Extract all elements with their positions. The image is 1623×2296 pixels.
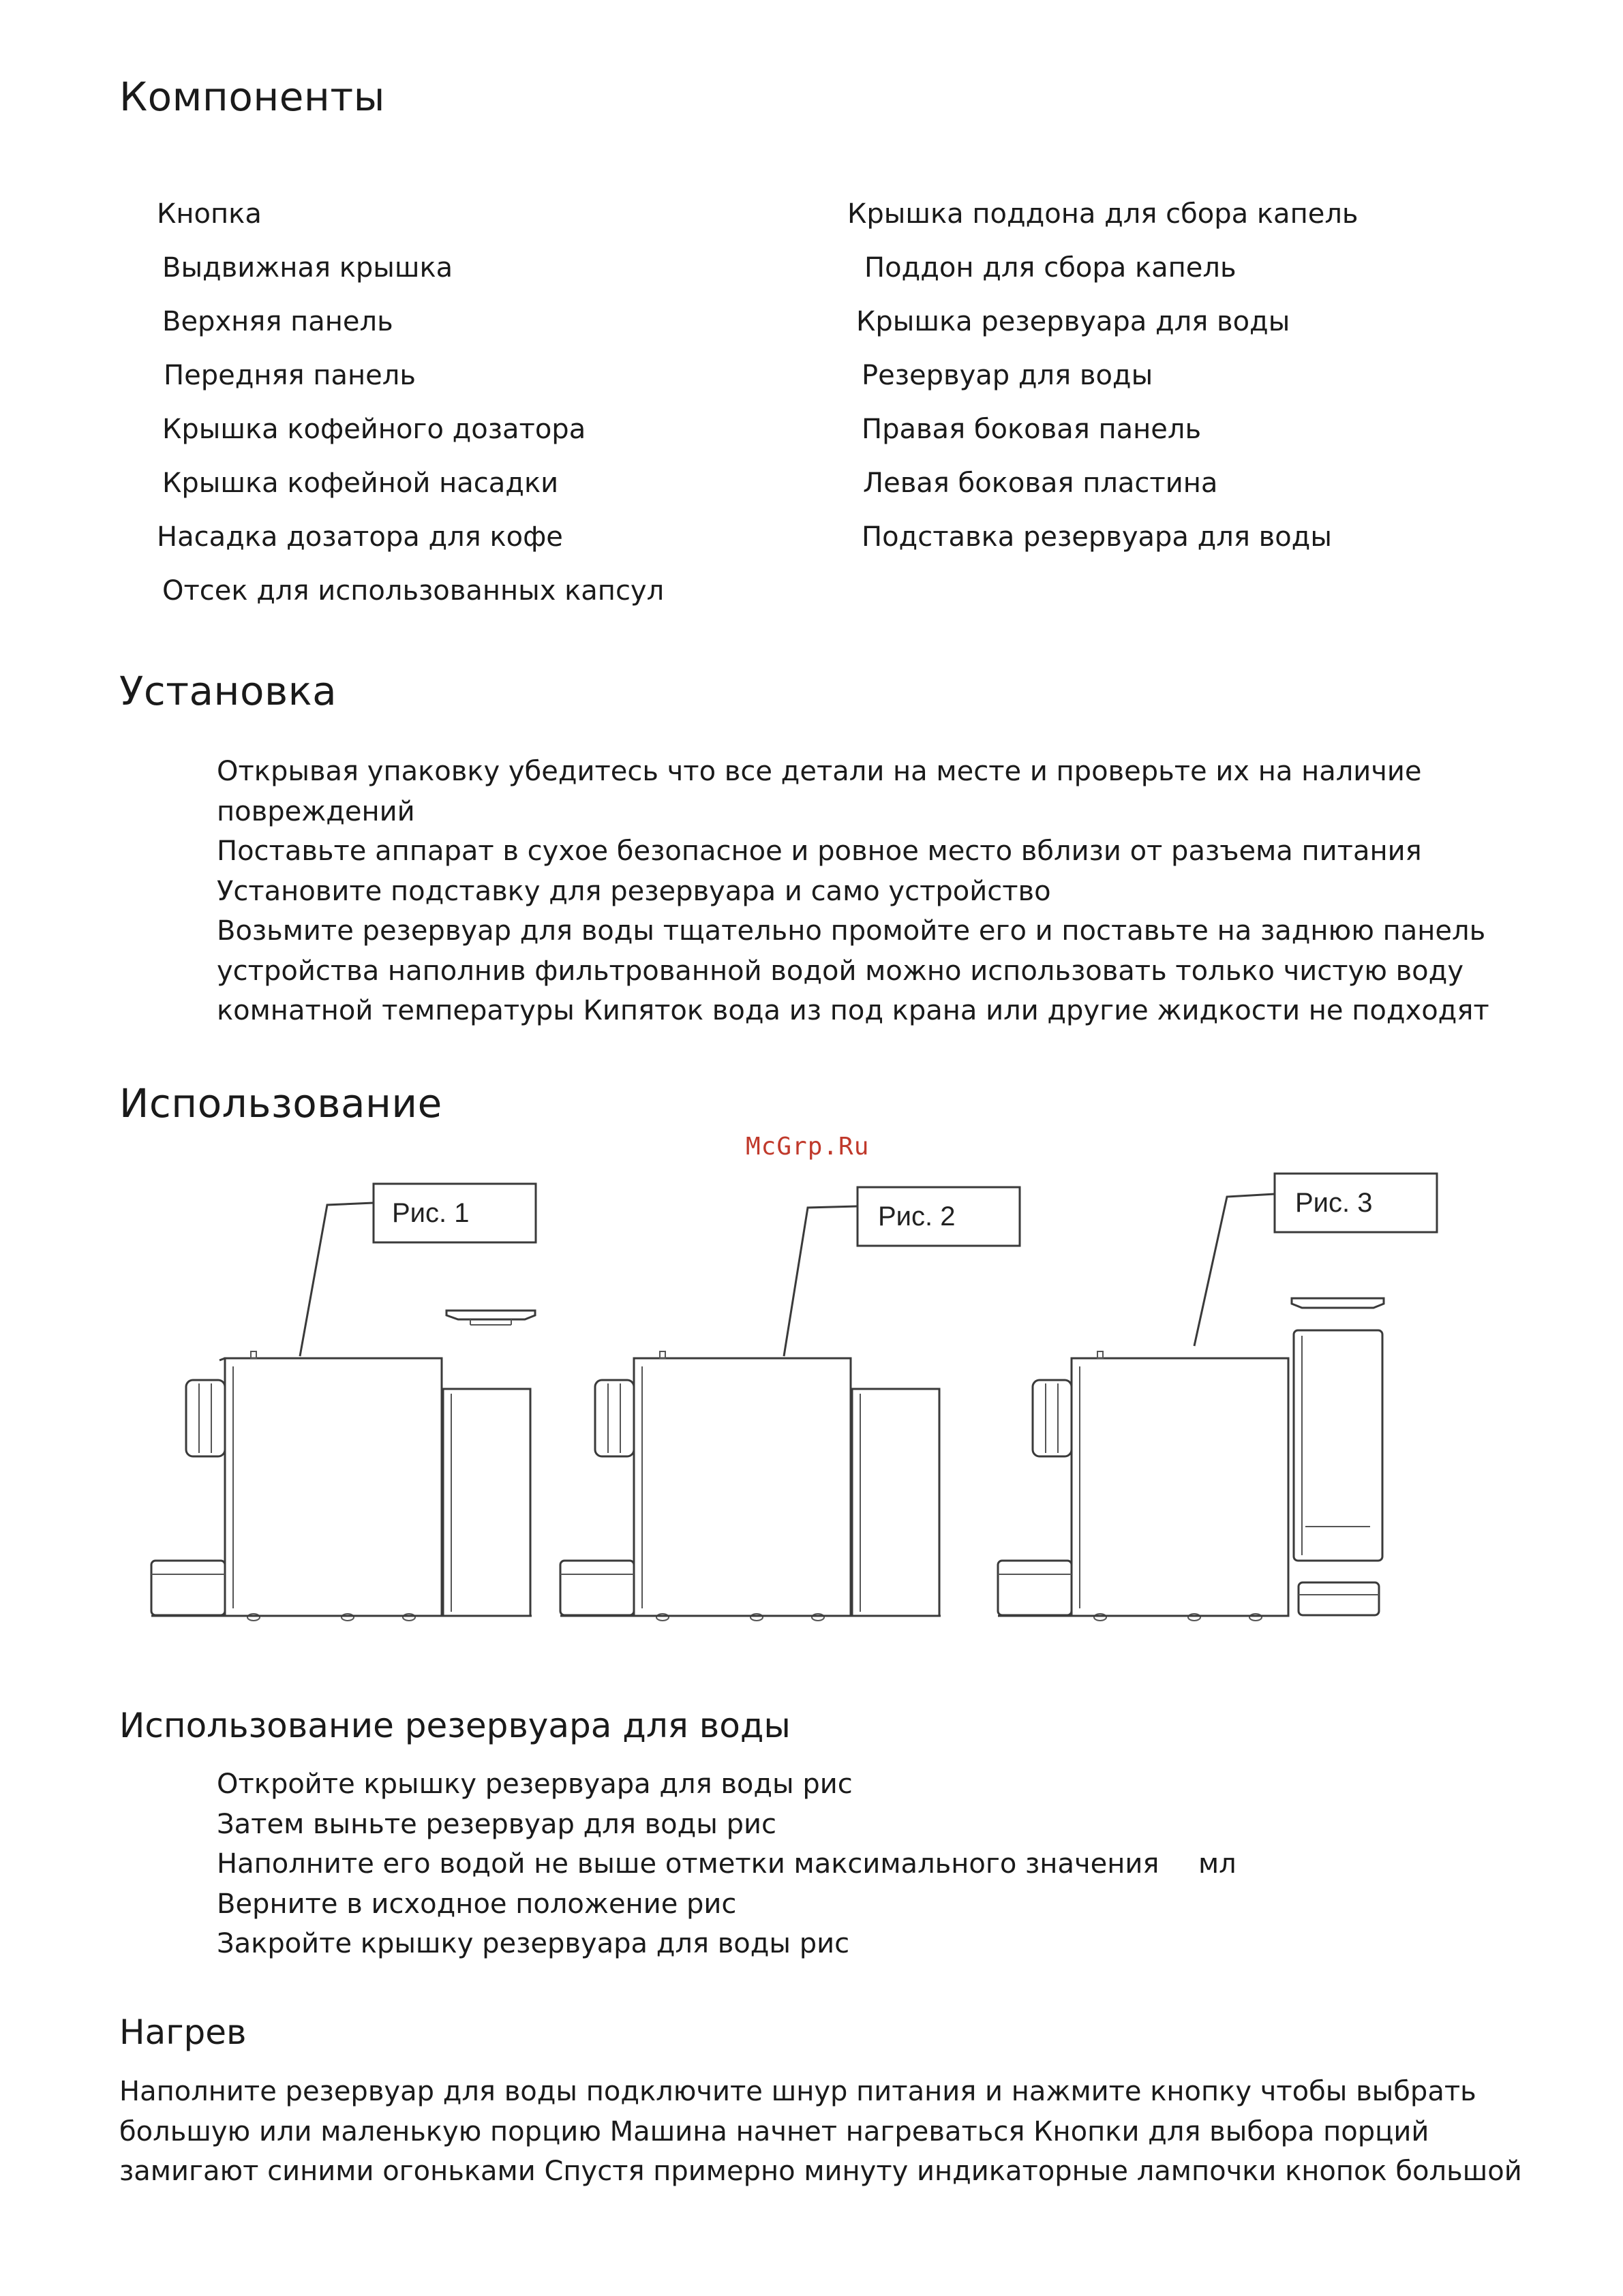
component-item: Отсек для использованных капсул [162, 575, 665, 607]
component-item: Верхняя панель [162, 306, 393, 337]
machine-body [1072, 1358, 1288, 1616]
heat-line: замигают синими огоньками Спустя примерно минуту индикаторные лампочки кнопок большой [119, 2156, 1522, 2187]
figure-2 [560, 1187, 1020, 1621]
reservoir-unit: мл [1198, 1848, 1237, 1880]
figure-1-label: Рис. 1 [392, 1198, 470, 1228]
install-heading: Установка [119, 668, 337, 714]
figure-2-leader-line [784, 1206, 858, 1356]
component-item: Левая боковая пластина [863, 468, 1218, 499]
reservoir-lid [446, 1311, 535, 1319]
reservoir-step: Затем выньте резервуар для воды рис [217, 1809, 776, 1840]
reservoir-step: Закройте крышку резервуара для воды рис [217, 1928, 850, 1959]
install-line: комнатной температуры Кипяток вода из под крана или другие жидкости не подходят [217, 995, 1489, 1026]
figure-3-leader-line [1194, 1194, 1275, 1346]
component-item: Подставка резервуара для воды [862, 521, 1332, 553]
install-line: Установите подставку для резервуара и само устройство [217, 876, 1051, 907]
machine-body [634, 1358, 851, 1616]
figure-3-label: Рис. 3 [1295, 1188, 1373, 1218]
watermark-text: McGrp.Ru [746, 1133, 870, 1161]
usage-illustration [0, 1159, 1623, 1649]
reservoir-step: Откройте крышку резервуара для воды рис [217, 1769, 853, 1800]
component-item: Насадка дозатора для кофе [157, 521, 563, 553]
figure-1-leader-line [300, 1203, 374, 1356]
usage-heading: Использование [119, 1080, 442, 1127]
figure-2-label: Рис. 2 [878, 1201, 956, 1231]
component-item: Крышка резервуара для воды [856, 306, 1290, 337]
heat-line: Наполните резервуар для воды подключите шнур питания и нажмите кнопку чтобы выбрать [119, 2076, 1476, 2107]
components-heading: Компоненты [119, 74, 385, 120]
component-item: Крышка поддона для сбора капель [847, 198, 1359, 230]
install-line: Возьмите резервуар для воды тщательно промойте его и поставьте на заднюю панель [217, 915, 1486, 947]
reservoir-step: Наполните его водой не выше отметки максимального значения [217, 1848, 1159, 1880]
reservoir-heading: Использование резервуара для воды [119, 1706, 791, 1745]
install-line: Поставьте аппарат в сухое безопасное и ровное место вблизи от разъема питания [217, 836, 1422, 867]
component-item: Крышка кофейной насадки [162, 468, 559, 499]
install-line: Открывая упаковку убедитесь что все детали на месте и проверьте их на наличие [217, 756, 1422, 787]
reservoir-lid [1292, 1298, 1384, 1308]
component-item: Выдвижная крышка [162, 252, 453, 284]
install-line: устройства наполнив фильтрованной водой можно использовать только чистую воду [217, 955, 1463, 987]
heat-line: большую или маленькую порцию Машина начнет нагреваться Кнопки для выбора порций [119, 2116, 1429, 2147]
reservoir-step: Верните в исходное положение рис [217, 1888, 737, 1920]
install-line: повреждений [217, 796, 415, 827]
machine-body [225, 1358, 442, 1616]
component-item: Передняя панель [164, 360, 416, 391]
component-item: Правая боковая панель [862, 414, 1202, 445]
figure-1 [151, 1184, 536, 1621]
reservoir-stand [1299, 1582, 1379, 1615]
figure-3 [998, 1174, 1437, 1621]
component-item: Кнопка [157, 198, 262, 230]
component-item: Крышка кофейного дозатора [162, 414, 586, 445]
component-item: Резервуар для воды [862, 360, 1153, 391]
heat-heading: Нагрев [119, 2012, 247, 2052]
component-item: Поддон для сбора капель [864, 252, 1237, 284]
